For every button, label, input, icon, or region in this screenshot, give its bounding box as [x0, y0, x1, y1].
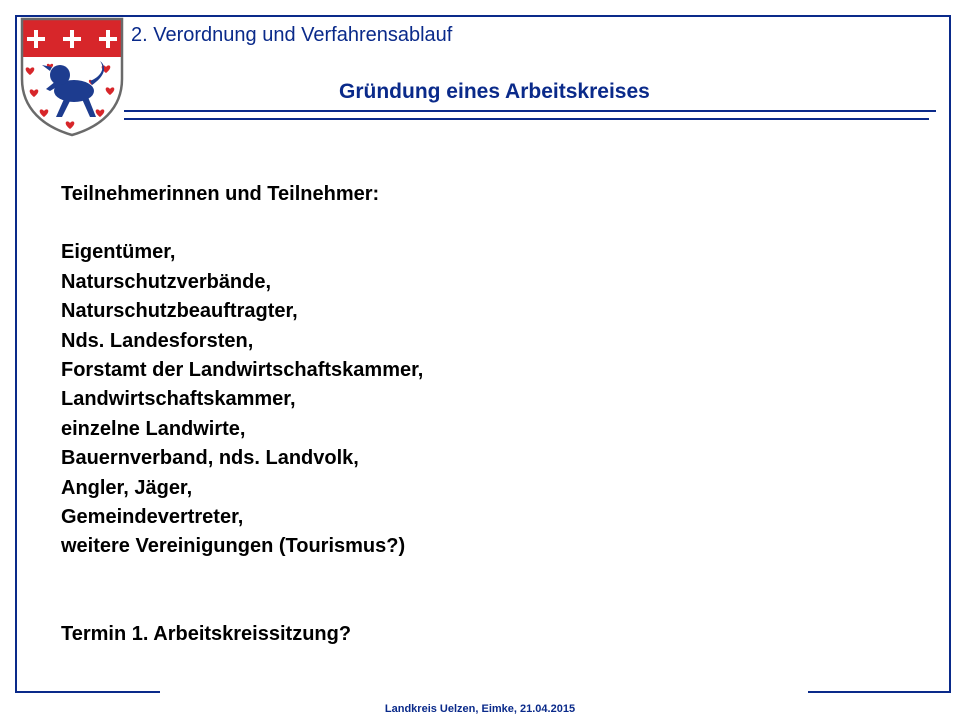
list-item: Landwirtschaftskammer, [61, 388, 296, 411]
participants-list [61, 238, 921, 561]
list-item: Angler, Jäger, [61, 476, 193, 499]
list-item: Naturschutzbeauftragter, [61, 300, 298, 323]
participants-heading: Teilnehmerinnen und Teilnehmer: [61, 183, 380, 205]
footer-text: Landkreis Uelzen, Eimke, 21.04.2015 [384, 703, 576, 715]
list-item: weitere Vereinigungen (Tourismus?) [61, 535, 406, 558]
title-rule-lower [124, 118, 929, 120]
list-item: Eigentümer, [61, 241, 176, 264]
slide-title: Gründung eines Arbeitskreises [339, 80, 650, 103]
title-rule-upper [124, 110, 936, 112]
section-title: 2. Verordnung und Verfahrensablauf [131, 24, 453, 46]
slide-content [61, 180, 921, 649]
list-item: Naturschutzverbände, [61, 270, 272, 293]
footer-frame-gap [160, 690, 808, 698]
list-item: Nds. Landesforsten, [61, 329, 254, 352]
list-item: Gemeindevertreter, [61, 506, 244, 529]
next-meeting-question: Termin 1. Arbeitskreissitzung? [61, 622, 352, 645]
list-item: Forstamt der Landwirtschaftskammer, [61, 359, 424, 382]
list-item: Bauernverband, nds. Landvolk, [61, 447, 359, 470]
list-item: einzelne Landwirte, [61, 417, 246, 440]
coat-of-arms-icon [20, 17, 124, 137]
